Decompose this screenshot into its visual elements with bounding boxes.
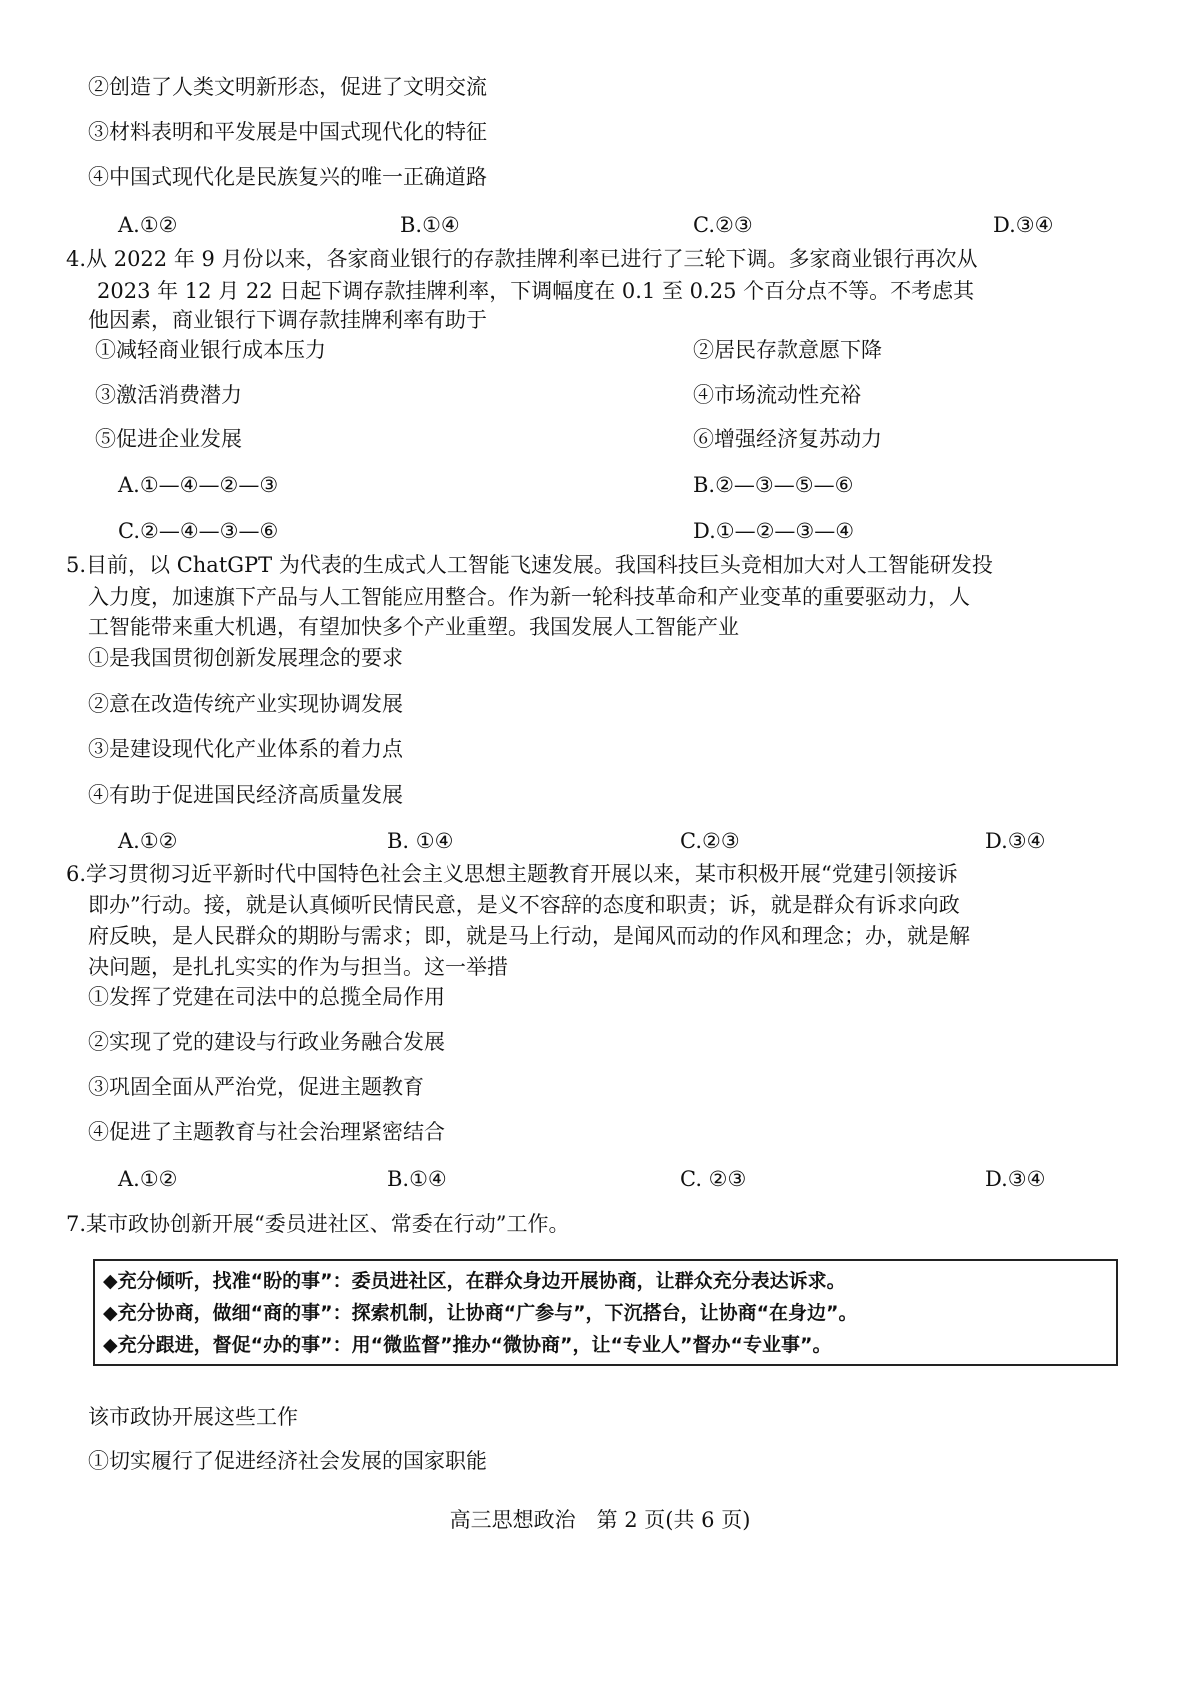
q4-statement-3: ③激活消费潜力 bbox=[95, 383, 242, 407]
q6-option-a: A.①② bbox=[118, 1167, 178, 1191]
q7-after-text: 该市政协开展这些工作 bbox=[88, 1405, 298, 1429]
q5-option-c: C.②③ bbox=[680, 829, 740, 853]
q5-statement-3: ③是建设现代化产业体系的着力点 bbox=[88, 737, 403, 761]
q4-statement-5: ⑤促进企业发展 bbox=[95, 427, 242, 451]
q7-statement-1: ①切实履行了促进经济社会发展的国家职能 bbox=[88, 1449, 487, 1473]
q4-option-a: A.①—④—②—③ bbox=[118, 473, 279, 497]
q6-option-c: C. ②③ bbox=[680, 1167, 747, 1191]
page-footer: 高三思想政治 第 2 页(共 6 页) bbox=[449, 1508, 751, 1532]
q3-option-c: C.②③ bbox=[693, 213, 753, 237]
q5-option-d: D.③④ bbox=[985, 829, 1046, 853]
q3-statement-3: ③材料表明和平发展是中国式现代化的特征 bbox=[88, 120, 487, 144]
q3-option-d: D.③④ bbox=[993, 213, 1054, 237]
q6-statement-1: ①发挥了党建在司法中的总揽全局作用 bbox=[88, 985, 445, 1009]
q5-stem-line-2: 入力度，加速旗下产品与人工智能应用整合。作为新一轮科技革命和产业变革的重要驱动力，人 bbox=[88, 585, 970, 609]
q6-stem-line-1: 6.学习贯彻习近平新时代中国特色社会主义思想主题教育开展以来，某市积极开展“党建引领接诉 bbox=[66, 862, 958, 886]
q3-option-b: B.①④ bbox=[400, 213, 460, 237]
q5-stem-line-3: 工智能带来重大机遇，有望加快多个产业重塑。我国发展人工智能产业 bbox=[88, 615, 739, 639]
q7-box-line-1: ◆充分倾听，找准“盼的事”：委员进社区，在群众身边开展协商，让群众充分表达诉求。 bbox=[103, 1270, 846, 1292]
q4-statement-4: ④市场流动性充裕 bbox=[693, 383, 861, 407]
q4-option-d: D.①—②—③—④ bbox=[693, 519, 855, 543]
q6-option-d: D.③④ bbox=[985, 1167, 1046, 1191]
q4-statement-1: ①减轻商业银行成本压力 bbox=[95, 338, 326, 362]
q3-statement-2: ②创造了人类文明新形态，促进了文明交流 bbox=[88, 75, 487, 99]
q5-option-b: B. ①④ bbox=[387, 829, 454, 853]
q7-box-line-2: ◆充分协商，做细“商的事”：探索机制，让协商“广参与”，下沉搭台，让协商“在身边”。 bbox=[103, 1302, 858, 1324]
q5-statement-1: ①是我国贯彻创新发展理念的要求 bbox=[88, 646, 403, 670]
q3-option-a: A.①② bbox=[118, 213, 178, 237]
q5-option-a: A.①② bbox=[118, 829, 178, 853]
q6-stem-line-2: 即办”行动。接，就是认真倾听民情民意，是义不容辞的态度和职责；诉，就是群众有诉求向政 bbox=[88, 893, 960, 917]
q5-statement-2: ②意在改造传统产业实现协调发展 bbox=[88, 692, 403, 716]
q4-statement-2: ②居民存款意愿下降 bbox=[693, 338, 882, 362]
q6-stem-line-4: 决问题，是扎扎实实的作为与担当。这一举措 bbox=[88, 955, 508, 979]
q6-statement-3: ③巩固全面从严治党，促进主题教育 bbox=[88, 1075, 424, 1099]
q6-stem-line-3: 府反映，是人民群众的期盼与需求；即，就是马上行动，是闻风而动的作风和理念；办，就是解 bbox=[88, 924, 970, 948]
q7-stem: 7.某市政协创新开展“委员进社区、常委在行动”工作。 bbox=[66, 1212, 570, 1236]
q6-statement-4: ④促进了主题教育与社会治理紧密结合 bbox=[88, 1120, 445, 1144]
q7-material-box bbox=[93, 1259, 1118, 1366]
q4-statement-6: ⑥增强经济复苏动力 bbox=[693, 427, 882, 451]
q5-statement-4: ④有助于促进国民经济高质量发展 bbox=[88, 783, 403, 807]
q7-box-line-3: ◆充分跟进，督促“办的事”：用“微监督”推办“微协商”，让“专业人”督办“专业事”。 bbox=[103, 1334, 832, 1356]
q4-stem-line-3: 他因素，商业银行下调存款挂牌利率有助于 bbox=[88, 308, 487, 332]
q4-option-c: C.②—④—③—⑥ bbox=[118, 519, 279, 543]
q4-stem-line-1: 4.从 2022 年 9 月份以来，各家商业银行的存款挂牌利率已进行了三轮下调。多家商业银行再次从 bbox=[66, 247, 978, 271]
q5-stem-line-1: 5.目前，以 ChatGPT 为代表的生成式人工智能飞速发展。我国科技巨头竞相加大对人工智能研发投 bbox=[66, 553, 993, 577]
q6-option-b: B.①④ bbox=[387, 1167, 447, 1191]
q4-stem-line-2: 2023 年 12 月 22 日起下调存款挂牌利率，下调幅度在 0.1 至 0.25 个百分点不等。不考虑其 bbox=[97, 279, 975, 303]
q6-statement-2: ②实现了党的建设与行政业务融合发展 bbox=[88, 1030, 445, 1054]
q4-option-b: B.②—③—⑤—⑥ bbox=[693, 473, 854, 497]
q3-statement-4: ④中国式现代化是民族复兴的唯一正确道路 bbox=[88, 165, 487, 189]
